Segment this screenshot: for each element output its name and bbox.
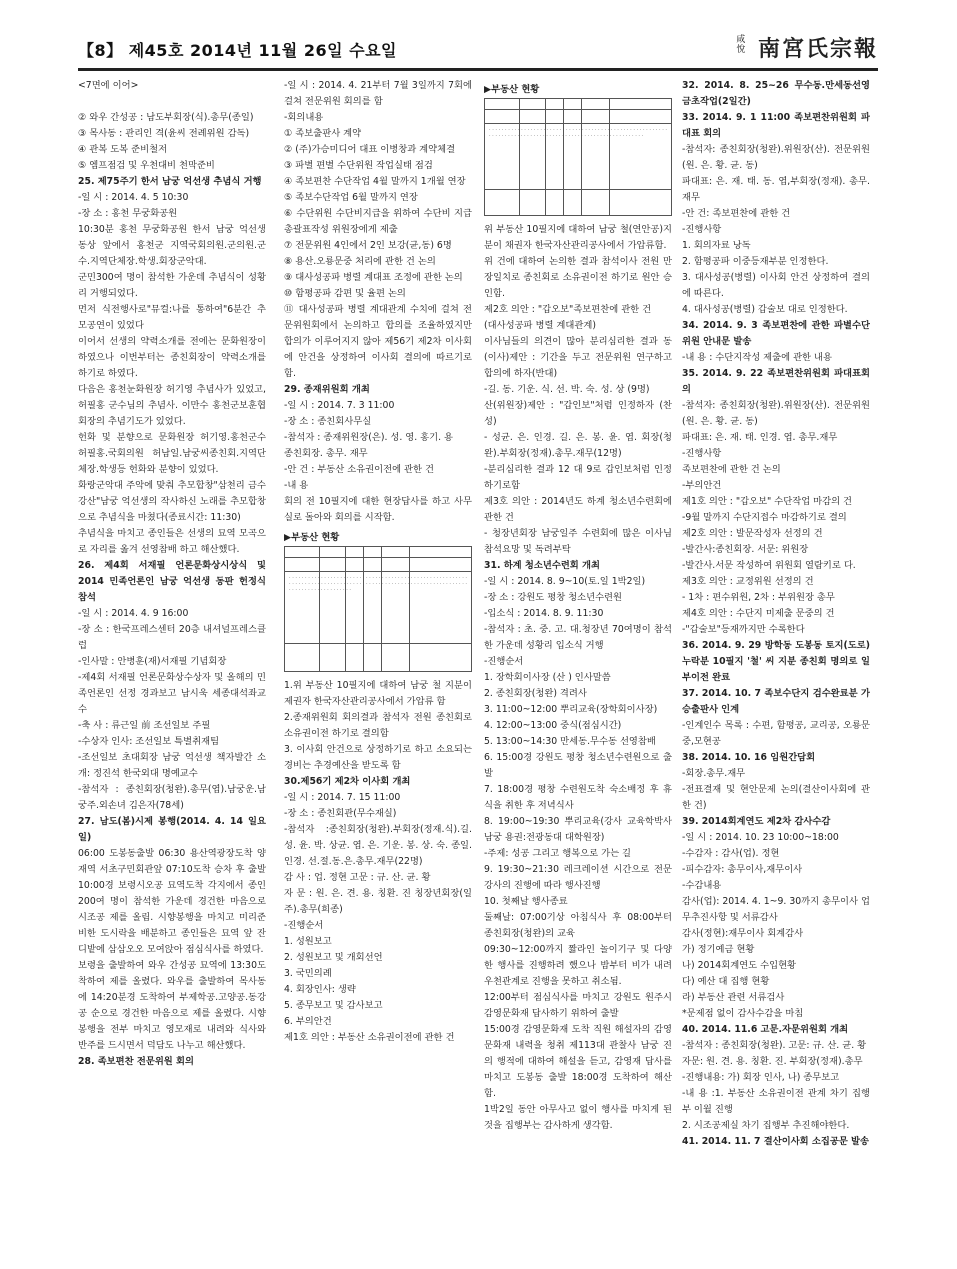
paragraph: 이어서 선생의 약력소개를 전에는 문화원장이 하였으나 이번부터는 종친회장이 약력소개를 하기로 하였다. (78, 336, 266, 379)
paragraph: -안 건: 족보편찬에 관한 건 (682, 208, 791, 219)
paragraph: -진행사항 (682, 224, 722, 235)
paragraph: 1. 장학회이사장 (산 ) 인사말씀 (484, 672, 611, 683)
paragraph: -장 소 : 종친회사무실 (284, 416, 372, 427)
paragraph: -제4회 서재필 언론문화상수상자 및 올해의 민족언론인 선정 경과보고 남시욱 세종대석좌교수 (78, 672, 266, 715)
paragraph: -입소식 : 2014. 8. 9. 11:30 (484, 608, 604, 619)
paragraph: 자문: 원. 견. 용. 칭환. 진. 부회장(정재).총무 (682, 1056, 863, 1067)
page-number: 【8】 (78, 41, 123, 60)
paragraph: 제3호 의안 : 교정위원 선정의 건 (682, 576, 814, 587)
paragraph: 위 부동산 10필지에 대하여 남궁 철(연안공)지분이 채권자 한국자산관리공사에서 가압류함. (484, 224, 672, 251)
column-2 (284, 78, 472, 1198)
paragraph: -"갑술보"등재까지만 수록한다 (682, 624, 805, 635)
paragraph: - 1차 : 편수위원, 2차 : 부위원장 총무 (682, 592, 835, 603)
paragraph: 제3호 의안 : 2014년도 하계 청소년수련회에 관한 건 (484, 496, 672, 523)
paragraph: ③ 목사동 : 관리인 격(윤씨 전례위원 감독) (78, 128, 250, 139)
paragraph: 4. 12:00~13:00 중식(점심시간) (484, 720, 622, 731)
masthead (735, 32, 878, 63)
paragraph: 1. 성원보고 (284, 936, 332, 947)
paragraph: ⑤ 족보수단작업 6월 말까지 연장 (284, 192, 418, 203)
paragraph: 제2호 의안 : "갑오보"족보편찬에 관한 건 (484, 304, 652, 315)
paragraph: 9. 19:30~21:30 레크레이션 시간으로 전문강사의 진행에 따라 행사진행 (484, 864, 672, 891)
paragraph: -장 소 : 한국프레스센터 20층 내셔널프레스클럽 (78, 624, 266, 651)
paragraph: 헌화 및 분향으로 문화원장 허기영.홍천군수 허필홍.국회의원 허남일.남궁씨종친회.지역단체장.학생등 헌화와 분향이 있었다. (78, 432, 266, 475)
paragraph: 종친회장. 총무. 재무 (284, 448, 368, 459)
section-heading: 41. 2014. 11. 7 결산이사회 소집공문 발송 (682, 1136, 870, 1147)
paragraph: 2. 종친회장(청완) 격려사 (484, 688, 587, 699)
paragraph: 제2호 의안 : 발문작성자 선정의 건 (682, 528, 823, 539)
paragraph: 5. 13:00~14:30 만세동.무수동 선영참배 (484, 736, 656, 747)
section-heading: 40. 2014. 11.6 고문.자문위원회 개최 (682, 1024, 849, 1035)
paragraph: 1.위 부동산 10필지에 대하여 남궁 철 지분이 제권자 한국자산관리공사에서 가압류 함 (284, 680, 472, 707)
paragraph: 10:30분 홍천 무궁화공원 한서 남궁 억선생 동상 앞에서 홍천군 지역국회의원.군의원.군수.지역단체장.학생.회장군악대. (78, 224, 266, 267)
paragraph: 나) 2014회계연도 수입현황 (682, 960, 797, 971)
column-1 (78, 78, 266, 1198)
paragraph: 3. 이사회 안건으로 상정하기로 하고 소요되는 경비는 추경예산을 받도록 함 (284, 744, 472, 771)
paragraph: -참석자: 종친회장(청완).위원장(산). 전문위원(원. 은. 황. 균. 동) (682, 144, 870, 171)
paragraph: 파대표: 은. 재. 태. 인경. 엽. 총무.재무 (682, 432, 838, 443)
section-heading: 30.제56기 제2차 이사회 개최 (284, 776, 411, 787)
paragraph: 추념식을 마치고 종인들은 선생의 묘역 모곡으로 자리를 옮겨 선영참배 하고 해산했다. (78, 528, 266, 555)
page-header (78, 30, 878, 70)
section-heading: 26. 제4회 서재필 언론문화상시상식 및 2014 민족언론인 남궁 억선생 동판 헌정식 참석 (78, 560, 266, 603)
section-heading: 35. 2014. 9. 22 족보편찬위원회 파대표회의 (682, 368, 870, 395)
paragraph: 파대표: 은. 재. 태. 동. 엽,부회장(정재). 총무. 재무 (682, 176, 870, 203)
section-heading: 25. 제75주기 한서 남궁 억선생 추념식 거행 (78, 176, 262, 187)
paragraph: 족보편찬에 관한 건 논의 (682, 464, 781, 475)
paragraph: 8. 19:00~19:30 뿌리교육(강사 교육학박사 남궁 용권:전광동대 대학원장) (484, 816, 672, 843)
paragraph: 6. 부의안건 (284, 1016, 332, 1027)
paragraph: ④ 족보편찬 수단작업 4월 말까지 1개월 연장 (284, 176, 466, 187)
paragraph: ④ 관복 도복 준비철저 (78, 144, 168, 155)
paragraph: 5. 종무보고 및 감사보고 (284, 1000, 383, 1011)
paragraph: 3. 대사성공(병렬) 이사회 안건 상정하여 결의에 따른다. (682, 272, 870, 299)
paragraph: 제4호 의안 : 수단지 미제출 문중의 건 (682, 608, 835, 619)
paragraph: 10. 첫째날 행사종료 (484, 896, 568, 907)
paragraph: -내 용 : 수단지작성 제출에 관한 내용 (682, 352, 832, 363)
paragraph: -내 용 (284, 480, 309, 491)
paragraph: -참석자 : 초. 중. 고. 대.청장년 70여명이 참석한 가운데 성황리 입소식 거행 (484, 624, 672, 651)
paragraph: -내 용 :1. 부동산 소유권이전 관계 차기 집행부 이월 진행 (682, 1088, 870, 1115)
paragraph: *문제점 없이 감사수감을 마침 (682, 1008, 804, 1019)
paragraph: ② (주)가승미디어 대표 이병창과 계약체결 (284, 144, 456, 155)
paragraph: ③ 파별 편별 수단위원 작업실태 점검 (284, 160, 433, 171)
section-heading: 29. 종재위원회 개최 (284, 384, 370, 395)
paragraph: 보령을 출발하여 와우 간성공 묘역에 13:30도착하여 제를 올렸다. 와우를 출발하여 목사동에 14:20분경 도착하여 부제학공.고양공.동강공 순으로 경건한 마음으로 제를 올렸다. 시향봉행을 전부 마치고 영모재로 내려와 식사와 반주를 드시면서 덕담도 나누고 해산했다. (78, 960, 266, 1051)
paragraph: 감사(정현):재무이사 회계감사 (682, 928, 804, 939)
paragraph: 3. 국민의례 (284, 968, 332, 979)
section-heading: 32. 2014. 8. 25~26 무수동.만세동선영 금초작업(2일간) (682, 80, 870, 107)
paragraph: -일 시 : 2014. 4. 9 16:00 (78, 608, 189, 619)
paragraph: -축 사 : 류근일 前 조선일보 주필 (78, 720, 211, 731)
paragraph: -참석자 : 종재위원장(은). 성. 영. 홍기. 용 (284, 432, 454, 443)
paragraph: -분리심리한 결과 12 대 9로 갑인보처럼 인정하기로함 (484, 464, 672, 491)
paragraph: <7면에 이어> (78, 80, 139, 91)
header-rule (78, 68, 878, 71)
paragraph: 12:00부터 점심식사를 마치고 강원도 원주시 감영문화재 답사하기 위하여 출발 (484, 992, 672, 1019)
paragraph: ⑥ 수단위원 수단비지급을 위하여 수단비 지급 총괄표작성 위원장에게 제출 (284, 208, 472, 235)
paragraph: -일 시 : 2014. 8. 9~10(토.일 1박2일) (484, 576, 646, 587)
table-title-2: ▶부동산 현황 (484, 84, 540, 95)
section-heading: 31. 하계 청소년수련회 개최 (484, 560, 600, 571)
section-heading: 27. 남도(봄)시제 봉행(2014. 4. 14 일요일) (78, 816, 266, 843)
paragraph: -참석자 : 종친회장(청완). 고문: 규. 산. 균. 황 (682, 1040, 867, 1051)
paragraph: 06:00 도봉동출발 06:30 용산역광장도착 양재역 서초구민회관앞 07:10도착 승차 후 출발 10:00경 보령시오공 묘역도착 각지에서 종인 200여 명이 참석한 가운데 경건한 마음으로 시조공 제를 올림. 시향봉행을 마치고 미리준비한 도시락을 배분하고 종인들은 묘역 앞 잔디밭에 삼삼오오 모여앉아 점심식사를 하였다. (78, 848, 266, 955)
newspaper-title: 南宮氏宗報 (757, 36, 878, 62)
paragraph: ⑨ 대사성공파 병렬 계대표 조정에 관한 논의 (284, 272, 463, 283)
paragraph: 다음은 홍천눈화원장 허기영 추념사가 있었고,허필홍 군수님의 추념사. 이만수 홍천군보훈협회장의 추념기도가 있었다. (78, 384, 266, 427)
column-4 (682, 78, 870, 1198)
section-heading: 38. 2014. 10. 16 임원간담회 (682, 752, 816, 763)
paragraph: -장 소 : 홍천 무궁화공원 (78, 208, 178, 219)
section-heading: 39. 2014회계연도 제2차 감사수감 (682, 816, 831, 827)
seal-logo: 咸悅 (736, 35, 746, 55)
paragraph: -조선일보 초대회장 남궁 억선생 책자발간 소개: 정진석 한국외대 명예교수 (78, 752, 266, 779)
paragraph: -진행순서 (284, 920, 324, 931)
paragraph: 위 건에 대하여 논의한 결과 참석이사 전원 만장일치로 종친회로 소유권이전 하기로 원안 승인함. (484, 256, 672, 299)
paragraph: 이사님들의 의견이 많아 분리심리한 결과 동(이사)제안 : 기간을 두고 전문위원 연구하고 합의에 하자(반대) (484, 336, 672, 379)
paragraph: 자 문 : 원. 은. 견. 용. 칭환. 진 칭장년회장(일주).총무(희종) (284, 888, 472, 915)
section-heading: 37. 2014. 10. 7 족보수단지 검수완료분 가승출판사 인계 (682, 688, 870, 715)
paragraph: ⑩ 함평공파 감편 및 율편 논의 (284, 288, 406, 299)
paragraph: 회의 전 10필지에 대한 현장답사를 하고 사무실로 돌아와 회의를 시작함. (284, 496, 472, 523)
paragraph: -일 시 : 2014. 4. 5 10:30 (78, 192, 189, 203)
paragraph: 제1호 의안 : "갑오보" 수단작업 마감의 건 (682, 496, 853, 507)
paragraph: -안 건 : 부동산 소유권이전에 관한 건 (284, 464, 434, 475)
column-3 (484, 78, 672, 1198)
issue-line (78, 38, 397, 61)
paragraph: -수상자 인사: 조선일보 특별취재팀 (78, 736, 220, 747)
paragraph: 3. 11:00~12:00 뿌리교육(장학회이사장) (484, 704, 658, 715)
paragraph: ① 족보출판사 계약 (284, 128, 362, 139)
section-heading: 28. 족보편찬 전문위원 회의 (78, 1056, 194, 1067)
paragraph: 2.종재위원회 회의결과 참석자 전원 종친회로 소유권이전 하기로 결의함 (284, 712, 472, 739)
paragraph: -일 시 : 2014. 4. 21부터 7월 3일까지 7회에 걸쳐 전문위원 회의를 함 (284, 80, 472, 107)
paragraph: -진행내용: 가) 회장 인사, 나) 종무보고 (682, 1072, 840, 1083)
paragraph: 4. 회장인사: 생략 (284, 984, 356, 995)
paragraph: ② 와우 간성공 : 남도부회장(식).총무(종일) (78, 112, 254, 123)
paragraph: 09:30~12:00까지 짧라인 놀이기구 및 다양한 행사를 진행하려 했으나 밤부터 비가 내려 우천관계로 진행을 못하고 취소됨. (484, 944, 672, 987)
property-table-section-2 (484, 82, 672, 216)
paragraph: -주제: 성공 그리고 행복으로 가는 길 (484, 848, 631, 859)
paragraph: ⑧ 용산.오룡문중 처리에 관한 건 논의 (284, 256, 436, 267)
paragraph: 감 사 : 업. 정현 고문 : 규. 산. 균. 황 (284, 872, 431, 883)
paragraph: -발간사.서문 작성하여 위원회 열람키로 다. (682, 560, 856, 571)
paragraph: 화랑군악대 주악에 맞춰 추모합창"삼천리 금수강산"남궁 억선생의 작사하신 노래를 추모합창으로 추념식을 마쳤다(종료시간: 11:30) (78, 480, 266, 523)
paragraph: -일 시 : 2014. 7. 3 11:00 (284, 400, 395, 411)
paragraph: ⑤ 엠프점검 및 우천대비 천막준비 (78, 160, 215, 171)
paragraph: 산(위원장)제안 : "갑인보"처럼 인정하자 (찬성) (484, 400, 672, 427)
paragraph: -인계인수 목록 : 수편, 함평공, 교리공, 오룡문중,모현공 (682, 720, 870, 747)
paragraph: -일 시 : 2014. 10. 23 10:00~18:00 (682, 832, 839, 843)
paragraph: -부의안건 (682, 480, 722, 491)
property-table-section (284, 530, 472, 672)
paragraph: 감사(업): 2014. 4. 1~9. 30까지 총무이사 업무추진사항 및 서류감사 (682, 896, 870, 923)
paragraph: (대사성공파 병렬 계대관계) (484, 320, 596, 331)
paragraph: 2. 성원보고 및 개회선언 (284, 952, 383, 963)
paragraph: -일 시 : 2014. 7. 15 11:00 (284, 792, 401, 803)
paragraph: 라) 부동산 관련 서류검사 (682, 992, 785, 1003)
property-table-2: · · · · · · · · · · · · · · · · · · · · · · · · · · · · · · · · · · · · · · · · · · · · · · · · · · · · · · · · · · · · · · · · · · · · · · · · · · · · · · · · · · · · · · · · · · · · · · · · · · · · · · · · · (484, 98, 672, 216)
paragraph: -전표결재 및 현안문제 논의(결산이사회에 관한 건) (682, 784, 870, 811)
paragraph: 6. 15:00경 강원도 평창 청소년수련원으로 출발 (484, 752, 672, 779)
paragraph: 가) 정기예금 현황 (682, 944, 755, 955)
paragraph: -9월 말까지 수단지접수 마감하기로 결의 (682, 512, 847, 523)
paragraph: -참석자: 종친회장(청완).위원장(산). 전문위원 (원. 은. 황. 균. 동) (682, 400, 870, 427)
paragraph: -피수감자: 총무이사,재무이사 (682, 864, 803, 875)
paragraph: -발간사:종친회장. 서문: 위원장 (682, 544, 809, 555)
paragraph: 제1호 의안 : 부동산 소유권이전에 관한 건 (284, 1032, 455, 1043)
paragraph: ⑦ 전문위원 4인에서 2인 보강(균,동) 6명 (284, 240, 452, 251)
paragraph: -회의내용 (284, 112, 324, 123)
paragraph: 1. 회의자료 낭독 (682, 240, 751, 251)
issue-info: 제45호 2014년 11월 26일 수요일 (128, 41, 397, 60)
paragraph: 둘째날: 07:00기상 아침식사 후 08:00부터 종친회장(청완)의 교육 (484, 912, 672, 939)
section-heading: 36. 2014. 9. 29 방학동 도봉동 토지(도로) 누락분 10필지 '철' 씨 지분 종친회 명의로 일부이전 완료 (682, 640, 870, 683)
section-heading: 34. 2014. 9. 3 족보편찬에 관한 파별수단위원 안내문 발송 (682, 320, 870, 347)
paragraph: -길. 동. 기운. 식. 선. 박. 숙. 성. 상 (9명) (484, 384, 650, 395)
paragraph: -장 소 : 강원도 평창 청소년수련원 (484, 592, 623, 603)
paragraph: -수감자 : 감사(업). 정현 (682, 848, 780, 859)
paragraph (78, 94, 266, 110)
property-table: · · · · · · · · · · · · · · · · · · · · · · · · · · · · · · · · · · · · · · · · · · · · · · · · · · · · · · · · · · · · · · · · · · · · · · · · · · · · · · · · · · · · · · · · · · · · · · · · · · · · · · · · · · · · · · · · · · · · · · · · · · · · · · · · · · · · (284, 546, 472, 672)
paragraph: -참석자 : 종친회장(청완).총무(엽).남궁운.남궁주.외손녀 김은자(78세) (78, 784, 266, 811)
paragraph: -회장.총무.재무 (682, 768, 746, 779)
paragraph: - 성균. 은. 인경. 길. 은. 봉. 윤. 엽. 회장(청완).부회장(정재).총무.재무(12명) (484, 432, 672, 459)
paragraph: 2. 함평공파 이중등재부분 인정한다. (682, 256, 829, 267)
table-title: ▶부동산 현황 (284, 532, 340, 543)
paragraph: 군민300여 명이 참석한 가운데 추념식이 성황리 거행되었다. (78, 272, 266, 299)
paragraph: 2. 시조공제실 차기 집행부 추진해야한다. (682, 1120, 850, 1131)
paragraph: 다) 예산 대 집행 현황 (682, 976, 770, 987)
paragraph: -장 소 : 종친회관(무수재실) (284, 808, 397, 819)
paragraph: 4. 대사성공(병렬) 갑술보 대로 인정한다. (682, 304, 848, 315)
paragraph: 15:00경 감영문화재 도착 직원 해설자의 감영문화재 내력을 청취 제113대 관찰사 남궁 진의 행적에 대하여 해설을 듣고, 감영재 답사를 마치고 도봉동 출발 18:00경 도착하여 해산함. (484, 1024, 672, 1099)
paragraph: -수감내용 (682, 880, 722, 891)
paragraph: 7. 18:00경 평창 수련원도착 숙소배정 후 휴식을 취한 후 저녁식사 (484, 784, 672, 811)
paragraph: -인사말 : 안병훈(재)서재필 기념회장 (78, 656, 227, 667)
paragraph: - 청장년회장 남궁일주 수련회에 많은 이사님 참석요망 및 독려부탁 (484, 528, 672, 555)
paragraph: ⑪ 대사성공파 병렬 계대관계 수치에 걸쳐 전문위원회에서 논의하고 합의를 조율하였지만 합의가 이루어지지 않아 제56기 제2차 이사회에 안건을 상정하여 이사회 결의에 따르기로 함. (284, 304, 472, 379)
paragraph: -참석자 :종친회장(청완).부회장(정재.식).길. 성. 윤. 박. 상균. 엽. 은. 기운. 봉. 상. 숙. 종일. 인경. 선.절.동.은.총무.재무(22명) (284, 824, 472, 867)
section-heading: 33. 2014. 9. 1 11:00 족보편찬위원회 파대표 회의 (682, 112, 870, 139)
paragraph: -진행사항 (682, 448, 722, 459)
paragraph: -진행순서 (484, 656, 524, 667)
paragraph: 먼저 식전행사로"뮤컬:나를 통하여"6분간 추모공연이 있었다 (78, 304, 266, 331)
paragraph: 1박2일 동안 아무사고 없이 행사를 마치게 된 것을 집행부는 감사하게 생각함. (484, 1104, 672, 1131)
